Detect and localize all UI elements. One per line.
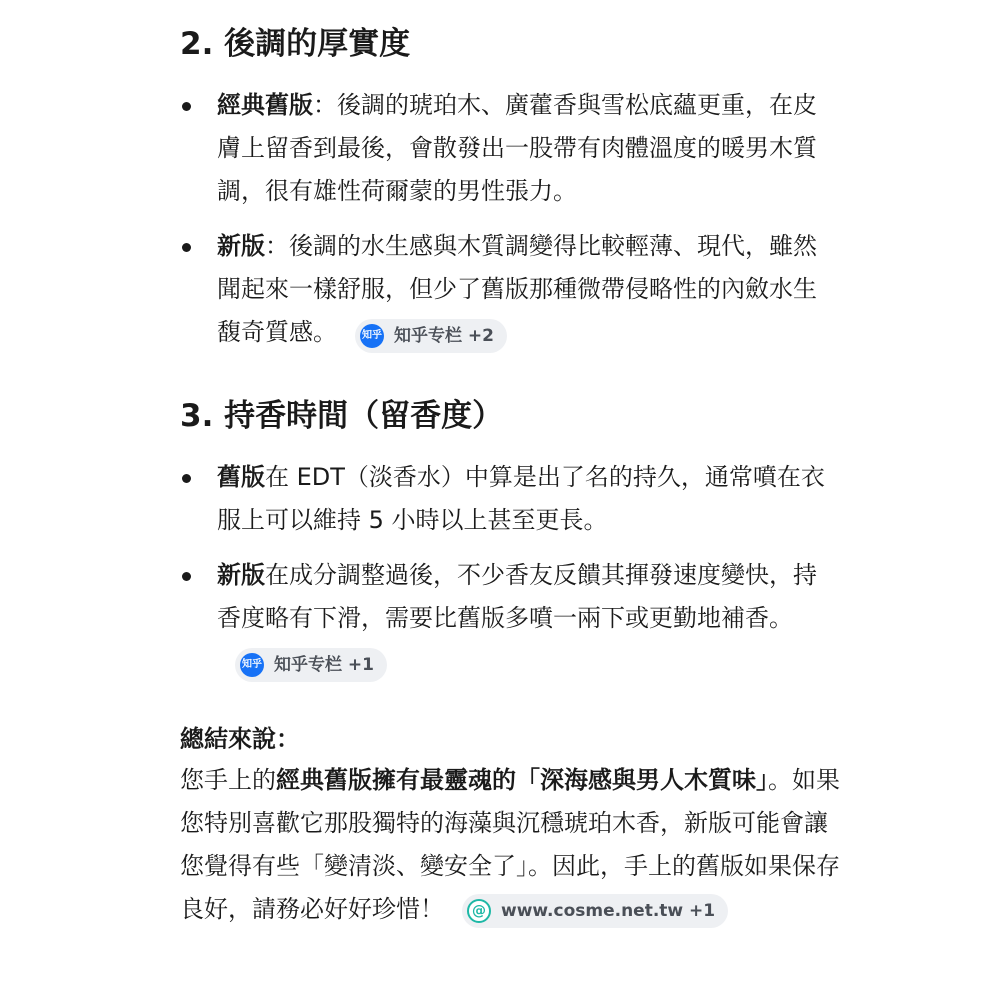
list-item — [180, 456, 840, 542]
cosme-icon: @ — [467, 899, 491, 923]
source-citation-chip[interactable] — [235, 648, 387, 682]
citation-label: www.cosme.net.tw +1 — [501, 901, 716, 921]
source-citation-chip[interactable] — [462, 894, 728, 928]
citation-label: 知乎专栏 +2 — [394, 326, 494, 346]
summary-block — [180, 719, 840, 931]
answer-content — [180, 22, 840, 931]
zhihu-icon: 知乎 — [240, 653, 264, 677]
item-label: 新版 — [217, 561, 265, 589]
section-base-notes — [180, 22, 840, 354]
source-citation-chip[interactable] — [355, 319, 507, 353]
summary-highlight: 經典舊版擁有最靈魂的「深海感與男人木質味」 — [276, 766, 768, 794]
summary-text-part: 。如果您特別喜歡它那股獨特的海藻與沉穩琥珀木香，新版可能會讓您覺得有些「變清淡、變安全了」。因此，手上的舊版如果保存良好，請務必好好珍惜！ — [180, 766, 840, 923]
item-text: 在成分調整過後，不少香友反饋其揮發速度變快，持香度略有下滑，需要比舊版多噴一兩下或更勤地補香。 — [217, 561, 817, 632]
item-text: ：後調的水生感與木質調變得比較輕薄、現代，雖然聞起來一樣舒服，但少了舊版那種微帶侵略性的內斂水生馥奇質感。 — [217, 232, 817, 346]
list-item — [180, 225, 840, 354]
list-item — [180, 84, 840, 213]
section-heading: 3. 持香時間（留香度） — [180, 398, 504, 434]
summary-text-part: 您手上的 — [180, 766, 276, 794]
item-label: 新版 — [217, 232, 265, 260]
item-text: 在 EDT（淡香水）中算是出了名的持久，通常噴在衣服上可以維持 5 小時以上甚至更長。 — [217, 463, 825, 534]
bullet-list — [180, 456, 840, 683]
summary-title: 總結來說： — [180, 725, 300, 753]
item-text: ：後調的琥珀木、廣藿香與雪松底蘊更重，在皮膚上留香到最後，會散發出一股帶有肉體溫度的暖男木質調，很有雄性荷爾蒙的男性張力。 — [217, 91, 817, 205]
section-longevity — [180, 394, 840, 683]
zhihu-icon: 知乎 — [360, 324, 384, 348]
item-label: 舊版 — [217, 463, 265, 491]
item-label: 經典舊版 — [217, 91, 313, 119]
summary-text — [180, 759, 840, 931]
section-heading: 2. 後調的厚實度 — [180, 26, 411, 62]
bullet-list — [180, 84, 840, 354]
list-item — [180, 554, 840, 683]
citation-label: 知乎专栏 +1 — [274, 655, 374, 675]
